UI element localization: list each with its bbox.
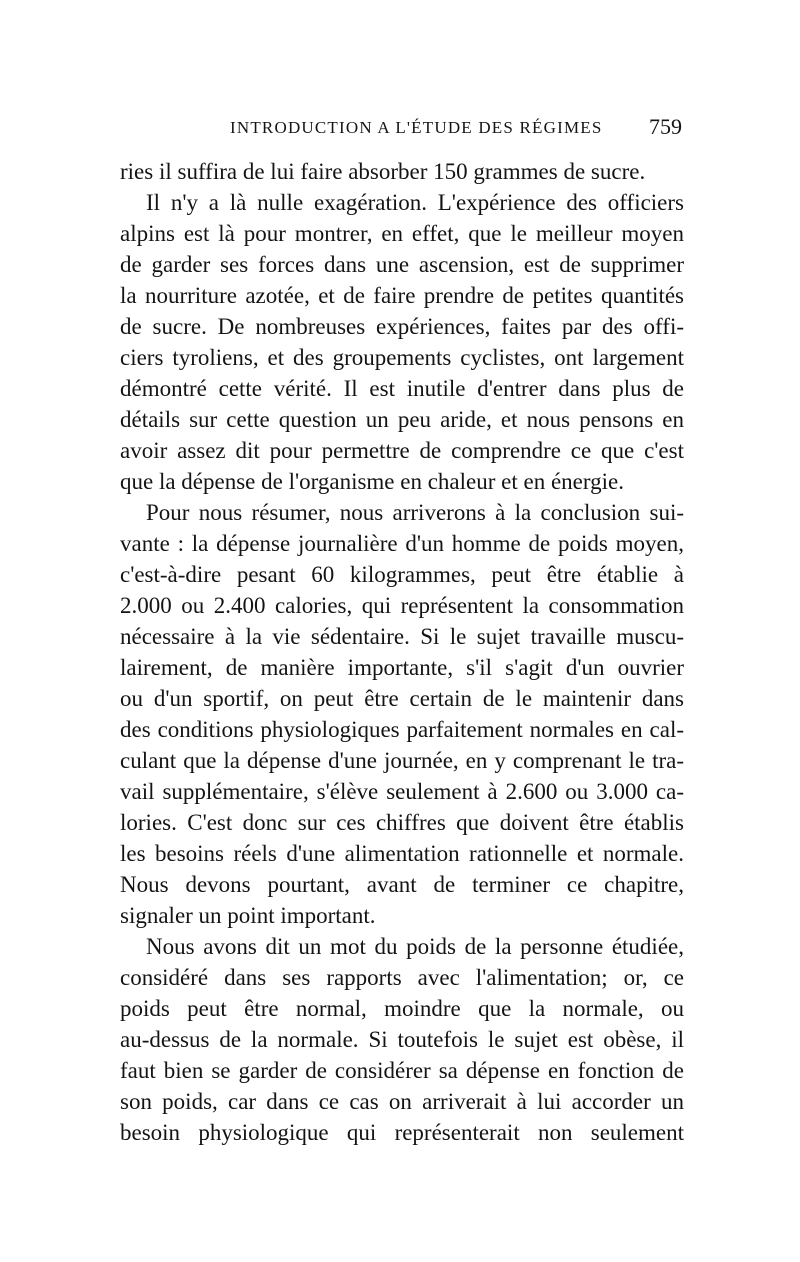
paragraph: [120, 931, 684, 1148]
text-line: 2.000 ou 2.400 calories, qui représentent la consommation: [120, 593, 684, 618]
text-line: vante : la dépense journalière d'un homme de poids moyen,: [120, 531, 684, 556]
text-line: avoir assez dit pour permettre de comprendre ce que c'est: [120, 438, 684, 463]
text-line: lairement, de manière importante, s'il s'agit d'un ouvrier: [120, 655, 684, 680]
page-header: [230, 114, 682, 144]
text-line: de sucre. De nombreuses expériences, faites par des offi-: [120, 314, 684, 339]
text-line: Pour nous résumer, nous arriverons à la conclusion sui-: [146, 500, 684, 525]
body-text: [120, 156, 684, 1148]
text-line: de garder ses forces dans une ascension, est de supprimer: [120, 252, 684, 277]
text-line: considéré dans ses rapports avec l'alimentation; or, ce: [120, 965, 684, 990]
text-line: c'est-à-dire pesant 60 kilogrammes, peut être établie à: [120, 562, 684, 587]
text-line: Nous avons dit un mot du poids de la personne étudiée,: [146, 934, 684, 959]
text-line: culant que la dépense d'une journée, en y comprenant le tra-: [120, 748, 684, 773]
text-line: ou d'un sportif, on peut être certain de le maintenir dans: [120, 686, 684, 711]
text-line: lories. C'est donc sur ces chiffres que doivent être établis: [120, 810, 684, 835]
text-line: poids peut être normal, moindre que la normale, ou: [120, 996, 684, 1021]
text-line: les besoins réels d'une alimentation rationnelle et normale.: [120, 841, 684, 866]
text-line: ries il suffira de lui faire absorber 150 grammes de sucre.: [120, 159, 646, 184]
paragraph: [120, 187, 684, 497]
running-title: INTRODUCTION A L'ÉTUDE DES RÉGIMES: [230, 118, 603, 137]
text-line: la nourriture azotée, et de faire prendre de petites quantités: [120, 283, 684, 308]
text-line: vail supplémentaire, s'élève seulement à 2.600 ou 3.000 ca-: [120, 779, 684, 804]
text-line: signaler un point important.: [120, 903, 376, 928]
text-line: des conditions physiologiques parfaitement normales en cal-: [120, 717, 684, 742]
text-line: nécessaire à la vie sédentaire. Si le sujet travaille muscu-: [120, 624, 684, 649]
text-line: ciers tyroliens, et des groupements cyclistes, ont largement: [120, 345, 684, 370]
text-line: démontré cette vérité. Il est inutile d'entrer dans plus de: [120, 376, 684, 401]
paragraph: [120, 497, 684, 931]
page-number: 759: [649, 114, 682, 139]
text-line: au-dessus de la normale. Si toutefois le sujet est obèse, il: [120, 1027, 684, 1052]
text-line: son poids, car dans ce cas on arriverait à lui accorder un: [120, 1089, 684, 1114]
text-line: Nous devons pourtant, avant de terminer ce chapitre,: [120, 872, 684, 897]
text-line: détails sur cette question un peu aride, et nous pensons en: [120, 407, 684, 432]
text-line: que la dépense de l'organisme en chaleur et en énergie.: [120, 469, 624, 494]
text-line: Il n'y a là nulle exagération. L'expérience des officiers: [146, 190, 684, 215]
text-line: besoin physiologique qui représenterait non seulement: [120, 1120, 684, 1145]
text-line: alpins est là pour montrer, en effet, que le meilleur moyen: [120, 221, 684, 246]
text-line: faut bien se garder de considérer sa dépense en fonction de: [120, 1058, 684, 1083]
paragraph: [120, 156, 684, 187]
